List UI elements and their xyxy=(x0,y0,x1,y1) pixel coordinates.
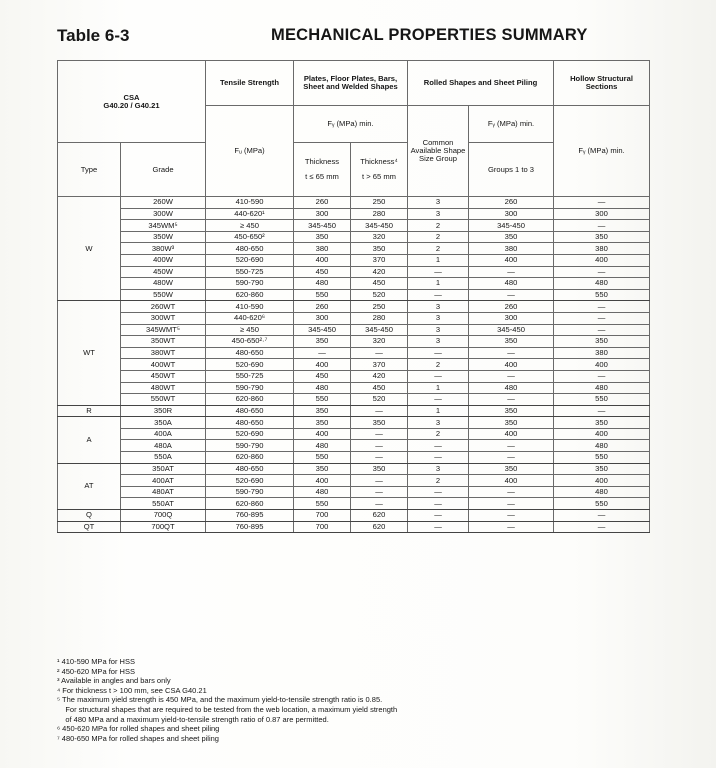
grade-cell: 480A xyxy=(121,440,206,452)
hss-fy-cell: — xyxy=(554,197,650,209)
fy-thick-cell: 320 xyxy=(351,336,408,348)
rolled-fy-cell: 300 xyxy=(469,312,554,324)
fy-thick-cell: — xyxy=(351,347,408,359)
tensile-header: Tensile Strength xyxy=(206,61,294,106)
fu-cell: 520-690 xyxy=(206,359,294,371)
type-cell: AT xyxy=(58,463,121,509)
rolled-fy-cell: 300 xyxy=(469,208,554,220)
fy-thin-cell: 300 xyxy=(294,208,351,220)
fu-header: Fᵤ (MPa) xyxy=(206,106,294,197)
fu-cell: 620-860 xyxy=(206,498,294,510)
fu-cell: 760-895 xyxy=(206,521,294,533)
hss-fy-cell: — xyxy=(554,510,650,522)
rolled-fy-cell: — xyxy=(469,440,554,452)
footnotes xyxy=(57,657,657,743)
fy-thick-cell: — xyxy=(351,440,408,452)
hss-fy-cell: — xyxy=(554,521,650,533)
fy-thick-cell: 370 xyxy=(351,359,408,371)
table-row xyxy=(58,231,650,243)
table-row xyxy=(58,278,650,290)
rolled-fy-cell: 350 xyxy=(469,463,554,475)
shape-group-cell: 2 xyxy=(408,359,469,371)
footnote: ⁵ The maximum yield strength is 450 MPa, and the maximum yield-to-tensile strength ratio is 0.85. xyxy=(57,695,383,705)
rolled-fy-cell: 350 xyxy=(469,231,554,243)
fu-cell: 620-860 xyxy=(206,289,294,301)
fy-thin-cell: 480 xyxy=(294,382,351,394)
fu-cell: 450-650²·⁷ xyxy=(206,336,294,348)
fy-thin-cell: 480 xyxy=(294,486,351,498)
rolled-fy-cell: 345-450 xyxy=(469,324,554,336)
table-row xyxy=(58,498,650,510)
rolled-fy-cell: 480 xyxy=(469,382,554,394)
shape-group-cell: 1 xyxy=(408,382,469,394)
shape-group-cell: 2 xyxy=(408,231,469,243)
table-row xyxy=(58,208,650,220)
rolled-fy-cell: — xyxy=(469,394,554,406)
csa-standard: G40.20 / G40.21 xyxy=(103,100,160,110)
table-number: Table 6-3 xyxy=(57,26,130,45)
fy-thick-cell: 450 xyxy=(351,382,408,394)
fy-thick-cell: — xyxy=(351,405,408,417)
hss-fy-cell: 350 xyxy=(554,463,650,475)
fy-thin-cell: 550 xyxy=(294,498,351,510)
fy-thin-cell: 400 xyxy=(294,254,351,266)
fy-thick-cell: 350 xyxy=(351,243,408,255)
grade-cell: 350W xyxy=(121,231,206,243)
table-row xyxy=(58,475,650,487)
fu-cell: 550-725 xyxy=(206,266,294,278)
fu-cell: 550-725 xyxy=(206,370,294,382)
fy-thick-cell: 350 xyxy=(351,463,408,475)
fy-thick-cell: 345-450 xyxy=(351,324,408,336)
footnote: For structural shapes that are required to be tested from the web location, a maximum yield strength xyxy=(57,704,398,714)
fy-thin-cell: 550 xyxy=(294,452,351,464)
grade-cell: 450WT xyxy=(121,370,206,382)
mechanical-properties-table xyxy=(57,60,650,533)
type-header: Type xyxy=(58,143,121,197)
hss-fy-cell: — xyxy=(554,324,650,336)
hss-fy-cell: 350 xyxy=(554,336,650,348)
grade-cell: 350A xyxy=(121,417,206,429)
grade-cell: 350WT xyxy=(121,336,206,348)
fy-thin-cell: 700 xyxy=(294,510,351,522)
hss-fy-cell: 550 xyxy=(554,452,650,464)
hss-fy-cell: 400 xyxy=(554,428,650,440)
hss-fy-cell: 480 xyxy=(554,382,650,394)
thickness-1-header xyxy=(294,143,351,197)
rolled-fy-cell: — xyxy=(469,452,554,464)
hss-fy-cell: — xyxy=(554,266,650,278)
fu-cell: 410-590 xyxy=(206,197,294,209)
grade-cell: 700Q xyxy=(121,510,206,522)
fu-cell: ≥ 450 xyxy=(206,324,294,336)
fy-thick-cell: 320 xyxy=(351,231,408,243)
shape-group-cell: — xyxy=(408,440,469,452)
shape-group-cell: 3 xyxy=(408,463,469,475)
fu-cell: 480-650 xyxy=(206,405,294,417)
rolled-fy-cell: 345-450 xyxy=(469,220,554,232)
fu-cell: 520-690 xyxy=(206,428,294,440)
shape-group-cell: — xyxy=(408,347,469,359)
fy-thick-cell: 280 xyxy=(351,208,408,220)
fy-thin-cell: 350 xyxy=(294,417,351,429)
rolled-header: Rolled Shapes and Sheet Piling xyxy=(408,61,554,106)
table-row xyxy=(58,428,650,440)
grade-cell: 260WT xyxy=(121,301,206,313)
type-cell: Q xyxy=(58,510,121,522)
table-row xyxy=(58,370,650,382)
fu-cell: 620-860 xyxy=(206,452,294,464)
shape-group-cell: 1 xyxy=(408,278,469,290)
table-body xyxy=(58,197,650,533)
fu-cell: 440-620⁶ xyxy=(206,312,294,324)
thickness-1-label: Thickness xyxy=(304,156,340,166)
fy-thin-cell: 350 xyxy=(294,405,351,417)
fy-thick-cell: 520 xyxy=(351,289,408,301)
hss-fy-cell: 550 xyxy=(554,394,650,406)
fy-thin-cell: 450 xyxy=(294,266,351,278)
table-row xyxy=(58,301,650,313)
rolled-fy-cell: 400 xyxy=(469,254,554,266)
grade-cell: 380WT xyxy=(121,347,206,359)
fy-thin-cell: — xyxy=(294,347,351,359)
rolled-fy-cell: 350 xyxy=(469,405,554,417)
thickness-1-range: t ≤ 65 mm xyxy=(305,172,339,182)
hss-fy-cell: 550 xyxy=(554,289,650,301)
rolled-fy-cell: 400 xyxy=(469,428,554,440)
fy-thick-cell: 420 xyxy=(351,266,408,278)
fy-thin-cell: 480 xyxy=(294,440,351,452)
fy-thin-cell: 350 xyxy=(294,463,351,475)
thickness-2-label: Thickness⁴ xyxy=(360,156,398,166)
hollow-header: Hollow Structural Sections xyxy=(554,61,650,106)
shape-group-cell: — xyxy=(408,289,469,301)
shape-group-cell: 2 xyxy=(408,428,469,440)
hss-fy-cell: 550 xyxy=(554,498,650,510)
fy-thin-cell: 345-450 xyxy=(294,324,351,336)
table-row xyxy=(58,266,650,278)
grade-cell: 260W xyxy=(121,197,206,209)
fy-thick-cell: 345-450 xyxy=(351,220,408,232)
grade-cell: 480AT xyxy=(121,486,206,498)
type-cell: WT xyxy=(58,301,121,405)
shape-group-cell: 3 xyxy=(408,312,469,324)
shape-group-cell: 3 xyxy=(408,336,469,348)
fu-cell: 590-790 xyxy=(206,486,294,498)
table-row xyxy=(58,324,650,336)
grade-cell: 300WT xyxy=(121,312,206,324)
plates-fy-header: Fᵧ (MPa) min. xyxy=(294,106,408,143)
hss-fy-cell: 400 xyxy=(554,359,650,371)
grade-cell: 345WM⁵ xyxy=(121,220,206,232)
fu-cell: 590-790 xyxy=(206,382,294,394)
shape-group-cell: — xyxy=(408,486,469,498)
shape-group-cell: 2 xyxy=(408,220,469,232)
shape-group-cell: 3 xyxy=(408,208,469,220)
grade-cell: 450W xyxy=(121,266,206,278)
grade-cell: 550W xyxy=(121,289,206,301)
fu-cell: 480-650 xyxy=(206,417,294,429)
hss-fy-cell: 380 xyxy=(554,243,650,255)
grade-cell: 350AT xyxy=(121,463,206,475)
hss-fy-cell: 400 xyxy=(554,475,650,487)
fy-thin-cell: 400 xyxy=(294,428,351,440)
fu-cell: 760-895 xyxy=(206,510,294,522)
fy-thin-cell: 450 xyxy=(294,370,351,382)
type-cell: QT xyxy=(58,521,121,533)
fu-cell: 480-650 xyxy=(206,463,294,475)
shape-group-cell: 3 xyxy=(408,324,469,336)
shape-group-cell: 3 xyxy=(408,301,469,313)
table-row xyxy=(58,405,650,417)
grade-cell: 550AT xyxy=(121,498,206,510)
fy-thick-cell: 350 xyxy=(351,417,408,429)
grade-cell: 300W xyxy=(121,208,206,220)
rolled-fy-cell: — xyxy=(469,510,554,522)
hss-fy-cell: — xyxy=(554,405,650,417)
table-row xyxy=(58,347,650,359)
grade-cell: 400WT xyxy=(121,359,206,371)
table-row xyxy=(58,452,650,464)
fy-thick-cell: 420 xyxy=(351,370,408,382)
fy-thick-cell: — xyxy=(351,428,408,440)
fy-thin-cell: 400 xyxy=(294,475,351,487)
plates-header: Plates, Floor Plates, Bars, Sheet and Welded Shapes xyxy=(294,61,408,106)
grade-cell: 350R xyxy=(121,405,206,417)
shape-group-cell: — xyxy=(408,370,469,382)
hss-fy-cell: 480 xyxy=(554,486,650,498)
table-row xyxy=(58,336,650,348)
fu-cell: 440-620¹ xyxy=(206,208,294,220)
fu-cell: 620-860 xyxy=(206,394,294,406)
fy-thick-cell: 250 xyxy=(351,301,408,313)
fy-thick-cell: — xyxy=(351,486,408,498)
fy-thin-cell: 350 xyxy=(294,231,351,243)
grade-cell: 700QT xyxy=(121,521,206,533)
table-title: MECHANICAL PROPERTIES SUMMARY xyxy=(271,26,588,44)
rolled-fy-cell: — xyxy=(469,486,554,498)
groups-header: Groups 1 to 3 xyxy=(469,143,554,197)
hss-fy-cell: 400 xyxy=(554,254,650,266)
table-row xyxy=(58,197,650,209)
fy-thin-cell: 260 xyxy=(294,301,351,313)
fy-thick-cell: 620 xyxy=(351,510,408,522)
rolled-fy-cell: — xyxy=(469,521,554,533)
rolled-fy-cell: — xyxy=(469,266,554,278)
rolled-fy-cell: 480 xyxy=(469,278,554,290)
csa-header xyxy=(58,61,206,143)
shape-group-cell: 2 xyxy=(408,243,469,255)
table-row xyxy=(58,289,650,301)
fu-cell: 590-790 xyxy=(206,440,294,452)
hss-fy-cell: 380 xyxy=(554,347,650,359)
grade-cell: 400W xyxy=(121,254,206,266)
table-row xyxy=(58,243,650,255)
shape-group-cell: 3 xyxy=(408,197,469,209)
fy-thick-cell: 250 xyxy=(351,197,408,209)
type-cell: W xyxy=(58,197,121,301)
fu-cell: 520-690 xyxy=(206,254,294,266)
fy-thin-cell: 550 xyxy=(294,289,351,301)
thickness-2-range: t > 65 mm xyxy=(362,172,396,182)
shape-group-cell: — xyxy=(408,452,469,464)
table-row xyxy=(58,521,650,533)
shape-group-cell: 1 xyxy=(408,405,469,417)
fy-thick-cell: — xyxy=(351,498,408,510)
fu-cell: 480-650 xyxy=(206,347,294,359)
common-group-header: Common Available Shape Size Group xyxy=(408,106,469,197)
hss-fy-cell: — xyxy=(554,312,650,324)
footnote: ⁴ For thickness t > 100 mm, see CSA G40.21 xyxy=(57,685,207,695)
hss-fy-cell: 480 xyxy=(554,278,650,290)
fu-cell: 590-790 xyxy=(206,278,294,290)
fu-cell: 410-590 xyxy=(206,301,294,313)
rolled-fy-cell: — xyxy=(469,347,554,359)
fy-thin-cell: 260 xyxy=(294,197,351,209)
hss-fy-cell: — xyxy=(554,220,650,232)
hss-fy-cell: 480 xyxy=(554,440,650,452)
shape-group-cell: — xyxy=(408,521,469,533)
csa-label: CSA xyxy=(123,92,140,102)
table-row xyxy=(58,486,650,498)
footnote: ³ Available in angles and bars only xyxy=(57,676,171,686)
type-cell: R xyxy=(58,405,121,417)
fy-thick-cell: 520 xyxy=(351,394,408,406)
table-row xyxy=(58,220,650,232)
table-row xyxy=(58,510,650,522)
fu-cell: 520-690 xyxy=(206,475,294,487)
fy-thin-cell: 380 xyxy=(294,243,351,255)
fy-thin-cell: 350 xyxy=(294,336,351,348)
rolled-fy-cell: — xyxy=(469,498,554,510)
fy-thin-cell: 700 xyxy=(294,521,351,533)
grade-cell: 550WT xyxy=(121,394,206,406)
fy-thin-cell: 400 xyxy=(294,359,351,371)
table-row xyxy=(58,463,650,475)
shape-group-cell: 3 xyxy=(408,417,469,429)
thickness-2-header xyxy=(351,143,408,197)
table-row xyxy=(58,359,650,371)
fy-thick-cell: 620 xyxy=(351,521,408,533)
rolled-fy-cell: 380 xyxy=(469,243,554,255)
grade-cell: 400AT xyxy=(121,475,206,487)
hss-fy-cell: 350 xyxy=(554,231,650,243)
footnote: ⁷ 480-650 MPa for rolled shapes and sheet piling xyxy=(57,733,219,743)
hss-fy-cell: — xyxy=(554,370,650,382)
shape-group-cell: — xyxy=(408,510,469,522)
grade-cell: 550A xyxy=(121,452,206,464)
table-row xyxy=(58,254,650,266)
fy-thick-cell: 370 xyxy=(351,254,408,266)
fu-cell: 450-650² xyxy=(206,231,294,243)
fu-cell: 480-650 xyxy=(206,243,294,255)
table-row xyxy=(58,394,650,406)
table-row xyxy=(58,382,650,394)
footnote: ¹ 410-590 MPa for HSS xyxy=(57,657,135,666)
footnote: of 480 MPa and a maximum yield-to-tensile strength ratio of 0.87 are permitted. xyxy=(57,714,329,724)
fy-thick-cell: 450 xyxy=(351,278,408,290)
fy-thick-cell: — xyxy=(351,475,408,487)
shape-group-cell: — xyxy=(408,266,469,278)
rolled-fy-cell: 400 xyxy=(469,359,554,371)
fu-cell: ≥ 450 xyxy=(206,220,294,232)
grade-cell: 400A xyxy=(121,428,206,440)
hss-fy-cell: — xyxy=(554,301,650,313)
shape-group-cell: 2 xyxy=(408,475,469,487)
fy-thin-cell: 480 xyxy=(294,278,351,290)
hss-fy-cell: 350 xyxy=(554,417,650,429)
rolled-fy-cell: — xyxy=(469,289,554,301)
type-cell: A xyxy=(58,417,121,463)
fy-thick-cell: 280 xyxy=(351,312,408,324)
hollow-fy-header: Fᵧ (MPa) min. xyxy=(554,106,650,197)
grade-cell: 480W xyxy=(121,278,206,290)
grade-cell: 345WMT⁵ xyxy=(121,324,206,336)
table-row xyxy=(58,440,650,452)
fy-thin-cell: 345-450 xyxy=(294,220,351,232)
fy-thin-cell: 550 xyxy=(294,394,351,406)
footnote: ⁶ 450-620 MPa for rolled shapes and sheet piling xyxy=(57,724,220,734)
shape-group-cell: 1 xyxy=(408,254,469,266)
rolled-fy-cell: 400 xyxy=(469,475,554,487)
fy-thick-cell: — xyxy=(351,452,408,464)
grade-header: Grade xyxy=(121,143,206,197)
hss-fy-cell: 300 xyxy=(554,208,650,220)
rolled-fy-cell: 260 xyxy=(469,197,554,209)
rolled-fy-cell: 350 xyxy=(469,417,554,429)
grade-cell: 480WT xyxy=(121,382,206,394)
fy-thin-cell: 300 xyxy=(294,312,351,324)
footnote: ² 450-620 MPa for HSS xyxy=(57,666,135,676)
shape-group-cell: — xyxy=(408,498,469,510)
rolled-fy-cell: 350 xyxy=(469,336,554,348)
table-row xyxy=(58,417,650,429)
grade-cell: 380W³ xyxy=(121,243,206,255)
rolled-fy-cell: — xyxy=(469,370,554,382)
table-row xyxy=(58,312,650,324)
rolled-fy-cell: 260 xyxy=(469,301,554,313)
rolled-fy-header: Fᵧ (MPa) min. xyxy=(469,106,554,143)
shape-group-cell: — xyxy=(408,394,469,406)
